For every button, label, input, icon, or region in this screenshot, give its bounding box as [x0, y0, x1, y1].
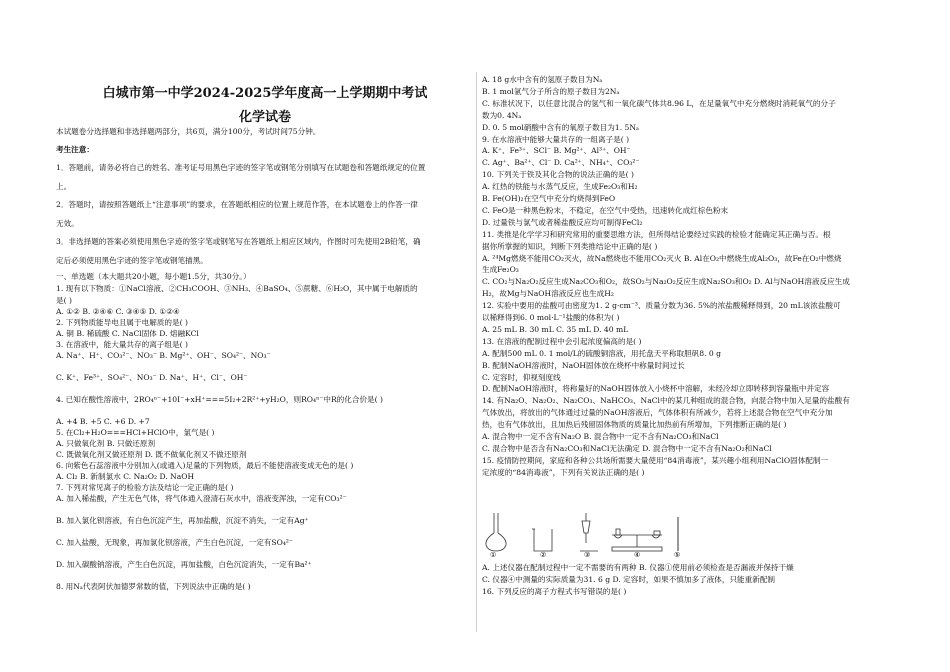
question-line: C. 标准状况下，以任意比混合的氢气和一氧化碳气体共8.96 L，在足量氧气中充分燃烧时消耗氧气的分子 [482, 98, 836, 108]
question-line: D. 0. 5 mol硝酸中含有的氧原子数目为1. 5Nₐ [482, 122, 639, 132]
question-line: C. 混合物中是否含有Na₂CO₃和NaCl无法确定 D. 混合物中一定不含有Na₂O₂和NaCl [482, 443, 772, 453]
page-title: 白城市第一中学2024-2025学年度高一上学期期中考试 [102, 86, 428, 101]
question-line: A. 配制500 mL 0. 1 mol/L的硫酸铜溶液，用托盘天平称取胆矾8. 0 g [482, 348, 722, 358]
question-line: 10. 下列关于铁及其化合物的说法正确的是( ) [482, 170, 634, 180]
question-line: C. FeO是一种黑色粉末，不稳定，在空气中受热，迅速转化成红棕色粉末 [482, 205, 729, 215]
question-line: H₂，故Mg与NaOH溶液反应也生成H₂ [482, 289, 614, 299]
question-line: 15. 疫情防控期间，家庭和各种公共场所需要大量使用“84消毒液”，某兴趣小组利用NaClO固体配制一 [482, 455, 829, 465]
question-line: 6. 向紫色石蕊溶液中分别加入(或通入)足量的下列物质，最后不能使溶液变成无色的是( ) [56, 461, 354, 470]
question-line: C. 仪器④中测量的实际质量为31. 6 g D. 定容时，如果不慎加多了液体，只能重新配制 [482, 575, 776, 584]
question-line: 5. 在Cl₂+H₂O===HCl+HClO中，氯气是( ) [56, 428, 215, 437]
question-line: 热，也有气体放出，且加热后残留固体物质的质量比加热前有所增加，下列推断正确的是( ) [482, 420, 787, 430]
intro-text: 本试题卷分选择题和非选择题两部分，共6页，满分100分，考试时间75分钟。 [56, 127, 321, 136]
question-line: D. 加入碳酸钠溶液，产生白色沉淀，再加盐酸，白色沉淀消失，一定有Ba²⁺ [56, 560, 312, 569]
question-line: 生成Fe₂O₃ [482, 265, 519, 275]
notice-line: 3．非选择题的答案必须使用黑色字迹的签字笔或钢笔写在答题纸上相应区域内，作图时可先使用2B铅笔，确 [56, 237, 421, 246]
question-line: C. Ag⁺、Ba²⁺、Cl⁻ D. Ca²⁺、NH₄⁺、CO₃²⁻ [482, 158, 640, 168]
question-line: A. ①② B. ②④⑥ C. ③④⑤ D. ①②④ [56, 307, 180, 316]
balance-icon [612, 529, 662, 551]
question-line: D. 过量铁与氯气或者稀盐酸反应均可制得FeCl₂ [482, 217, 643, 227]
question-line: 以稀释得到6. 0 mol·L⁻¹盐酸的体积为( ) [482, 313, 620, 322]
question-line: D. 配制NaOH溶液时，将称量好的NaOH固体放入小烧杯中溶解，未经冷却立即转移到容量瓶中并定容 [482, 384, 830, 394]
diagram-label: ⑤ [674, 551, 681, 557]
question-line: C. 加入盐酸，无现象，再加氯化钡溶液，产生白色沉淀，一定有SO₄²⁻ [56, 538, 293, 547]
question-line: B. Fe(OH)₂在空气中充分灼烧得到FeO [482, 194, 616, 203]
question-line: A. 红热的铁能与水蒸气反应，生成Fe₂O₃和H₂ [482, 182, 638, 192]
question-line: 气体放出，将放出的气体通过过量的NaOH溶液后，气体体积有所减少，若将上述混合物在空气中充分加 [482, 408, 833, 418]
volumetric-flask-icon [486, 513, 506, 551]
column-divider [476, 72, 477, 632]
question-line: A. Cl₂ B. 新制氯水 C. Na₂O₂ D. NaOH [56, 472, 195, 481]
question-line: A. 上述仪器在配制过程中一定不需要的有两种 B. 仪器①使用前必须检查是否漏液并保持干燥 [482, 563, 794, 572]
notice-line: 2．答题时，请按照答题纸上“注意事项”的要求，在答题纸相应的位置上规范作答，在本试题卷上的作答一律 [56, 200, 418, 209]
question-line: 1. 现有以下物质：①NaCl溶液、②CH₃COOH、③NH₃、④BaSO₄、⑤蔗糖、⑥H₂O，其中属于电解质的 [56, 284, 418, 293]
question-line: 13. 在溶液的配制过程中会引起浓度偏高的是( ) [482, 336, 642, 346]
notice-line: 定后必须使用黑色字迹的签字笔或钢笔描黑。 [56, 255, 208, 265]
notice-title: 考生注意： [56, 145, 94, 154]
question-line: 14. 有Na₂O、Na₂O₂、Na₂CO₃、NaHCO₃、NaCl中的某几种组成的混合物，向混合物中加入足量的盐酸有 [482, 396, 850, 406]
question-line: 是( ) [56, 296, 72, 305]
question-line: 11. 类推是化学学习和研究常用的重要思维方法，但所得结论要经过实践的检验才能确定其正确与否。根 [482, 229, 831, 239]
separatory-funnel-icon [580, 513, 598, 551]
question-line: A. 混合物中一定不含有Na₂O B. 混合物中一定不含有Na₂CO₃和NaCl [482, 432, 719, 441]
question-line: 2. 下列物质能导电且属于电解质的是( ) [56, 318, 188, 327]
question-line: 12. 实验中要用的盐酸可由密度为1. 2 g·cm⁻³、质量分数为36. 5%的浓盐酸稀释得到，20 mL该浓盐酸可 [482, 301, 841, 311]
question-line: A. 25 mL B. 30 mL C. 35 mL D. 40 mL [482, 324, 629, 334]
question-line: A. ²⁴Mg燃烧不能用CO₂灭火，故Na燃烧也不能用CO₂灭火 B. Al在O₂中燃烧生成Al₂O₃，故Fe在O₂中燃烧 [482, 253, 842, 263]
question-line: 3. 在溶液中，能大量共存的离子组是( ) [56, 340, 188, 349]
question-line: 9. 在水溶液中能够大量共存的一组离子是( ) [482, 134, 630, 144]
question-line: 定浓度的“84消毒液”，下列有关说法正确的是( ) [482, 467, 645, 477]
question-line: A. 只做氧化剂 B. 只做还原剂 [56, 439, 156, 448]
notice-line: 1．答题前，请务必将自己的姓名、准考证号用黑色字迹的签字笔或钢笔分别填写在试题卷和答题纸规定的位置 [56, 163, 426, 172]
apparatus-diagram [482, 511, 782, 557]
diagram-label: ① [490, 551, 497, 557]
question-line: B. 1 mol氩气分子所含的原子数目为2Nₐ [482, 86, 620, 96]
question-line: A. K⁺、Fe³⁺、SCl⁻ B. Mg²⁺、Al³⁺、OH⁻ [482, 146, 631, 156]
question-line: A. +4 B. +5 C. +6 D. +7 [56, 417, 150, 426]
question-line: B. 配制NaOH溶液时，NaOH固体放在烧杯中称量时间过长 [482, 360, 685, 370]
diagram-label: ② [540, 551, 547, 557]
question-line: A. 铜 B. 稀硫酸 C. NaCl固体 D. 熔融KCl [56, 329, 199, 338]
question-line: C. 定容时，仰视刻度线 [482, 372, 561, 382]
question-line: 7. 下列对常见离子的检验方法及结论一定正确的是( ) [56, 483, 234, 492]
beaker-icon [532, 529, 552, 551]
question-line: C. CO₂与Na₂O₂反应生成Na₂CO₃和O₂，故SO₂与Na₂O₂反应生成Na₂SO₃和O₂ D. Al与NaOH溶液反应生成 [482, 277, 850, 287]
question-line: C. 既做氧化剂又做还原剂 D. 既不做氧化剂又不做还原剂 [56, 450, 247, 459]
question-line: 8. 用Nₐ代表阿伏加德罗常数的值，下列说法中正确的是( ) [56, 582, 251, 591]
question-line: 4. 已知在酸性溶液中，2RO₄ⁿ⁻+10I⁻+xH⁺===5I₂+2R²⁺+yH₂O，则RO₄ⁿ⁻中R的化合价是( ) [56, 395, 383, 404]
section-heading: 一、单选题（本大题共20小题，每小题1.5分，共30分。） [56, 272, 251, 281]
page-subtitle: 化学试卷 [238, 110, 291, 125]
question-line: A. 加入稀盐酸，产生无色气体，将气体通入澄清石灰水中，溶液变浑浊，一定有CO₃²⁻ [56, 494, 347, 503]
diagram-label: ④ [634, 551, 641, 557]
question-line: 数为0. 4Nₐ [482, 110, 522, 120]
diagram-label: ③ [584, 551, 591, 557]
question-line: A. 18 g水中含有的氢原子数目为Nₐ [482, 75, 603, 84]
question-line: A. Na⁺、H⁺、CO₃²⁻、NO₃⁻ B. Mg²⁺、OH⁻、SO₄²⁻、NO₃⁻ [56, 351, 271, 360]
notice-line: 无效。 [56, 218, 79, 228]
question-line: B. 加入氯化钡溶液，有白色沉淀产生，再加盐酸，沉淀不消失，一定有Ag⁺ [56, 516, 309, 525]
question-line: C. K⁺、Fe³⁺、SO₄²⁻、NO₃⁻ D. Na⁺、H⁺、Cl⁻、OH⁻ [56, 373, 248, 382]
question-line: 16. 下列反应的离子方程式书写错误的是( ) [482, 587, 627, 596]
notice-line: 上。 [56, 181, 72, 191]
question-line: 据你所掌握的知识，判断下列类推结论中正确的是( ) [482, 241, 658, 251]
